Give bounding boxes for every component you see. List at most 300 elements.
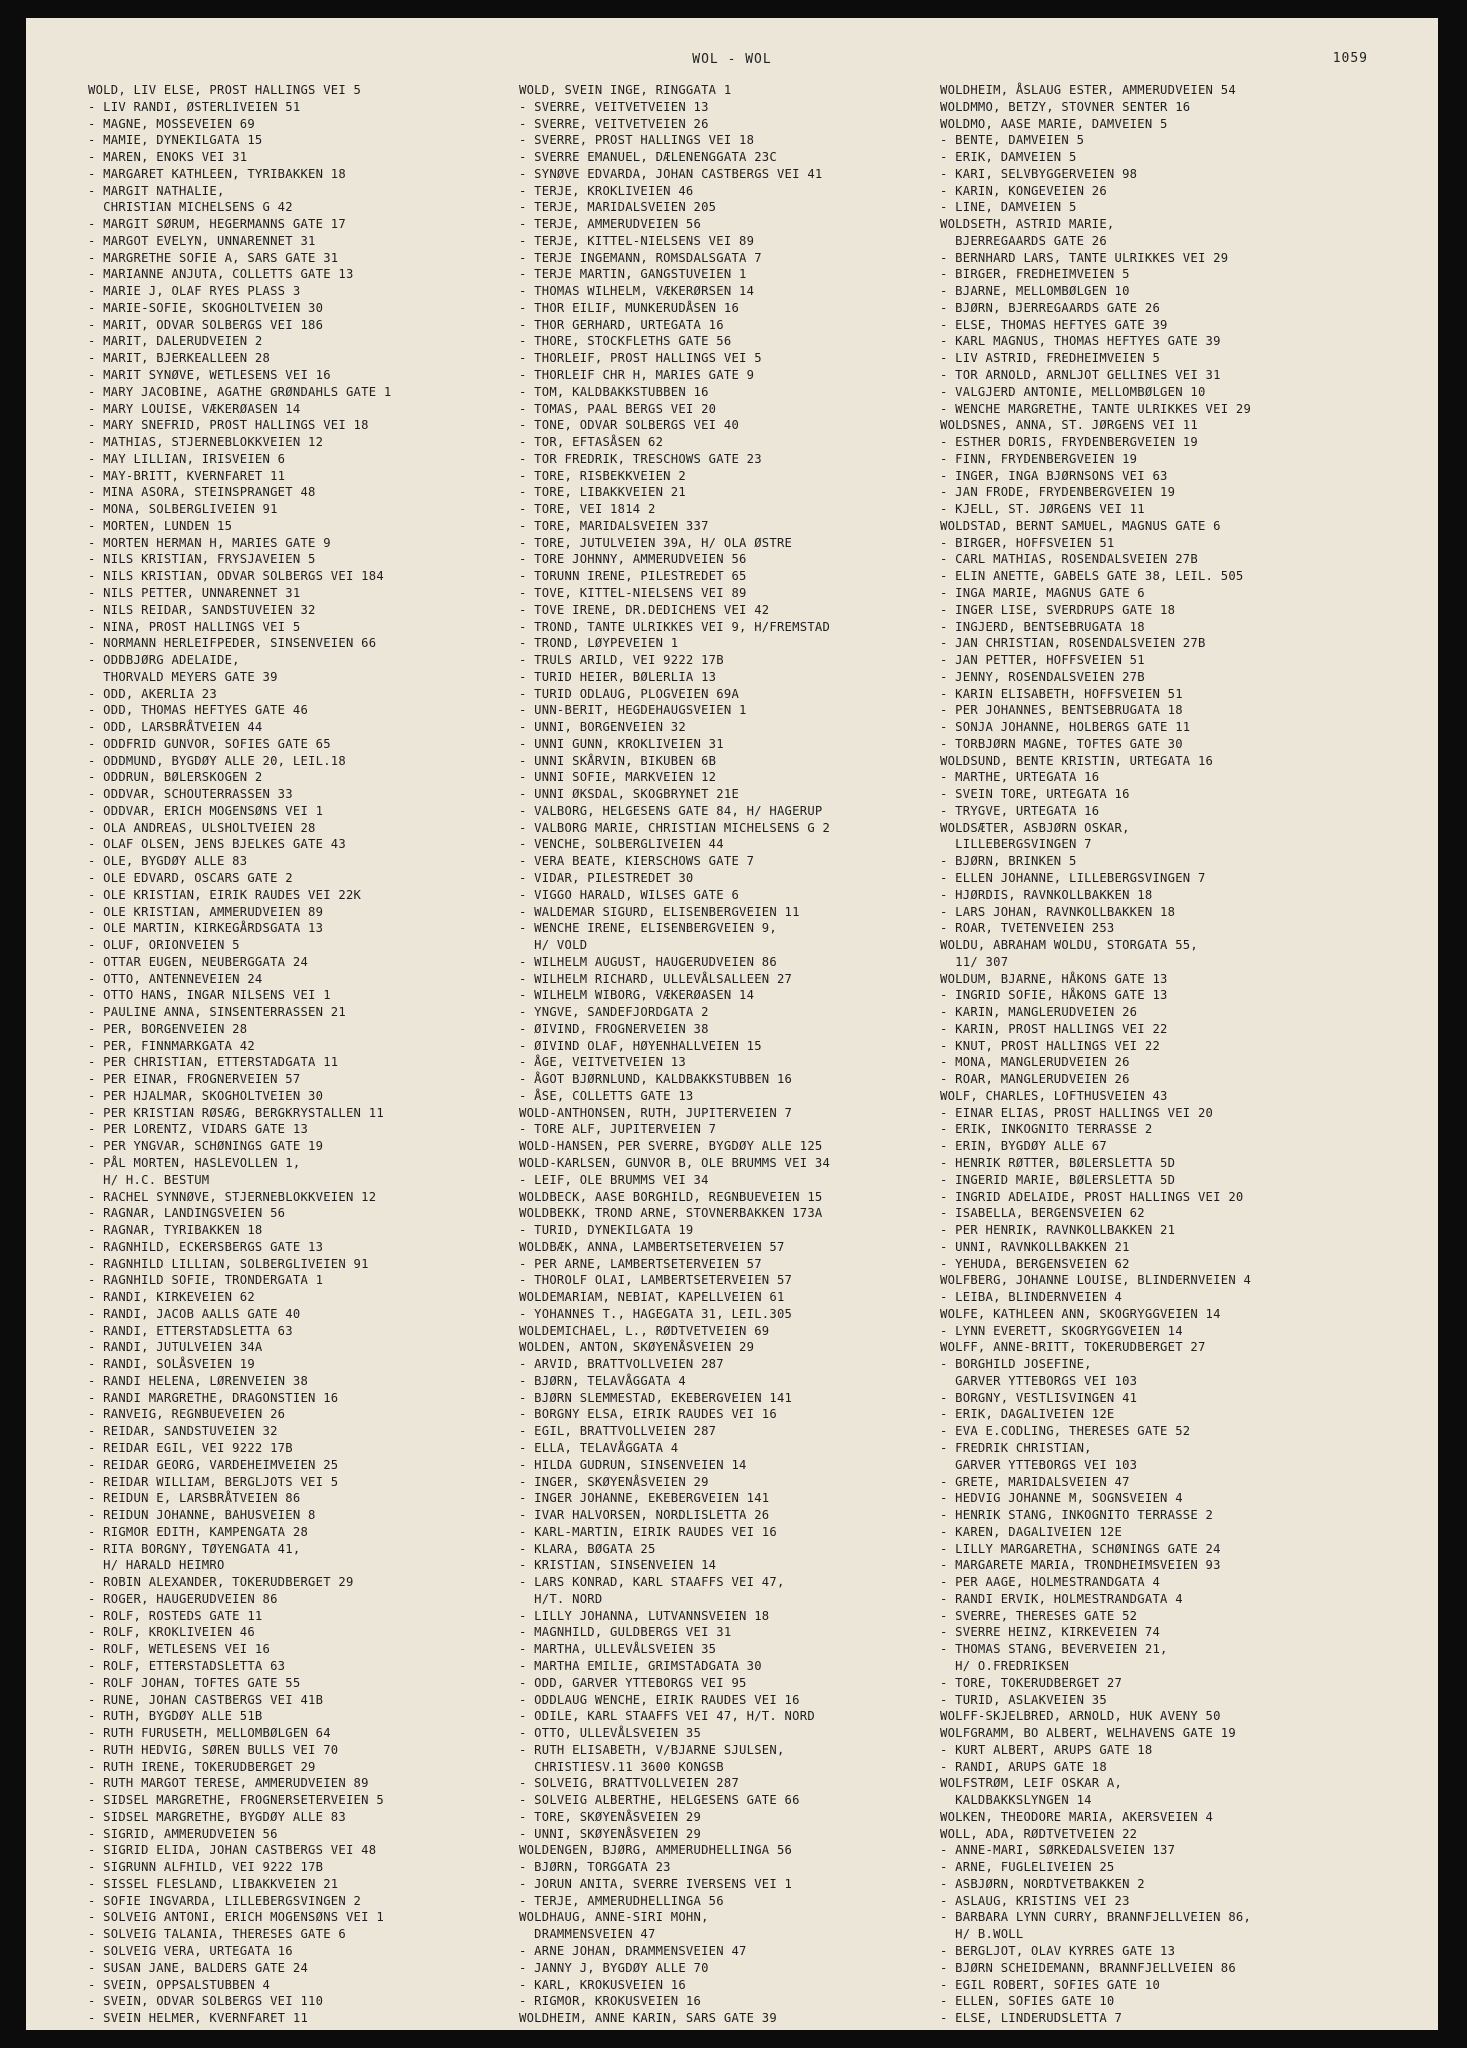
directory-entry: - SVEIN, OPPSALSTUBBEN 4 bbox=[88, 1977, 271, 1992]
directory-entry: - TORE, SKØYENÅSVEIEN 29 bbox=[519, 1809, 702, 1824]
directory-entry: - PER HENRIK, RAVNKOLLBAKKEN 21 bbox=[940, 1223, 1176, 1238]
directory-entry: - KARL-MARTIN, EIRIK RAUDES VEI 16 bbox=[519, 1524, 777, 1539]
directory-entry: THORVALD MEYERS GATE 39 bbox=[88, 669, 278, 684]
directory-entry: - RAGNAR, LANDINGSVEIEN 56 bbox=[88, 1206, 286, 1221]
directory-entry: - ODDBJØRG ADELAIDE, bbox=[88, 653, 240, 668]
directory-entry: - JAN PETTER, HOFFSVEIEN 51 bbox=[940, 653, 1145, 668]
directory-entry: - RANDI MARGRETHE, DRAGONSTIEN 16 bbox=[88, 1390, 339, 1405]
directory-entry: - JAN FRODE, FRYDENBERGVEIEN 19 bbox=[940, 485, 1176, 500]
directory-entry: - ODD, AKERLIA 23 bbox=[88, 686, 217, 701]
directory-entry: - VIDAR, PILESTREDET 30 bbox=[519, 870, 694, 885]
listing-column-1 bbox=[88, 82, 516, 2027]
directory-entry: - BJØRN, TORGGATA 23 bbox=[519, 1860, 671, 1875]
directory-entry: - IVAR HALVORSEN, NORDLISLETTA 26 bbox=[519, 1508, 770, 1523]
directory-entry: - LILLY JOHANNA, LUTVANNSVEIEN 18 bbox=[519, 1608, 770, 1623]
directory-entry: - HILDA GUDRUN, SINSENVEIEN 14 bbox=[519, 1457, 747, 1472]
directory-entry: - ODD, GARVER YTTEBORGS VEI 95 bbox=[519, 1675, 747, 1690]
directory-entry: - ROAR, TVETENVEIEN 253 bbox=[940, 921, 1115, 936]
directory-entry: - TORE, MARIDALSVEIEN 337 bbox=[519, 518, 709, 533]
directory-entry: - ARNE, FUGLELIVEIEN 25 bbox=[940, 1860, 1115, 1875]
directory-entry: - OTTO HANS, INGAR NILSENS VEI 1 bbox=[88, 988, 331, 1003]
directory-entry: - ÅSE, COLLETTS GATE 13 bbox=[519, 1088, 694, 1103]
directory-entry: - NILS KRISTIAN, ODVAR SOLBERGS VEI 184 bbox=[88, 569, 384, 584]
directory-entry: - PÅL MORTEN, HASLEVOLLEN 1, bbox=[88, 1156, 301, 1170]
directory-entry: - EINAR ELIAS, PROST HALLINGS VEI 20 bbox=[940, 1105, 1214, 1120]
directory-entry: - KARIN, KONGEVEIEN 26 bbox=[940, 183, 1107, 198]
directory-entry: - SIGRID ELIDA, JOHAN CASTBERGS VEI 48 bbox=[88, 1843, 377, 1858]
directory-entry: - MARTHE, URTEGATA 16 bbox=[940, 770, 1100, 785]
directory-entry: - LARS KONRAD, KARL STAAFFS VEI 47, bbox=[519, 1575, 785, 1590]
directory-entry: - RITA BORGNY, TØYENGATA 41, bbox=[88, 1541, 301, 1556]
directory-entry: - TURID, DYNEKILGATA 19 bbox=[519, 1223, 694, 1238]
directory-entry: WOLDU, ABRAHAM WOLDU, STORGATA 55, bbox=[940, 938, 1198, 953]
directory-entry: - THORE, STOCKFLETHS GATE 56 bbox=[519, 334, 732, 349]
directory-entry: WOLDBEKK, TROND ARNE, STOVNERBAKKEN 173A bbox=[519, 1206, 823, 1221]
directory-entry: WOLFF, ANNE-BRITT, TOKERUDBERGET 27 bbox=[940, 1340, 1206, 1355]
directory-entry: - REIDAR EGIL, VEI 9222 17B bbox=[88, 1441, 293, 1456]
directory-entry: - INGJERD, BENTSEBRUGATA 18 bbox=[940, 619, 1145, 634]
directory-entry: - OTTO, ULLEVÅLSVEIEN 35 bbox=[519, 1726, 702, 1741]
directory-entry: WOLDHAUG, ANNE-SIRI MOHN, bbox=[519, 1910, 709, 1925]
directory-entry: - ÅGOT BJØRNLUND, KALDBAKKSTUBBEN 16 bbox=[519, 1072, 793, 1087]
directory-entry: - TROND, TANTE ULRIKKES VEI 9, H/FREMSTAD bbox=[519, 619, 831, 634]
directory-entry: - MARIT, BJERKEALLEEN 28 bbox=[88, 351, 271, 366]
directory-entry: WOLDMO, AASE MARIE, DAMVEIEN 5 bbox=[940, 116, 1168, 131]
directory-entry: - OLUF, ORIONVEIEN 5 bbox=[88, 938, 240, 953]
directory-entry: - JAN CHRISTIAN, ROSENDALSVEIEN 27B bbox=[940, 636, 1206, 651]
directory-entry: - ASLAUG, KRISTINS VEI 23 bbox=[940, 1893, 1130, 1908]
page-number: 1059 bbox=[1332, 51, 1368, 66]
directory-entry: GARVER YTTEBORGS VEI 103 bbox=[940, 1457, 1138, 1472]
directory-entry: - SVERRE, VEITVETVEIEN 26 bbox=[519, 116, 709, 131]
directory-entry: H/ HARALD HEIMRO bbox=[88, 1558, 225, 1573]
directory-entry: - LEIBA, BLINDERNVEIEN 4 bbox=[940, 1290, 1123, 1305]
directory-entry: - UNNI, RAVNKOLLBAKKEN 21 bbox=[940, 1239, 1130, 1254]
directory-entry: WOLD-KARLSEN, GUNVOR B, OLE BRUMMS VEI 34 bbox=[519, 1156, 831, 1170]
directory-entry: - MORTEN, LUNDEN 15 bbox=[88, 518, 233, 533]
directory-entry: - PER EINAR, FROGNERVEIEN 57 bbox=[88, 1072, 301, 1087]
directory-entry: GARVER YTTEBORGS VEI 103 bbox=[940, 1373, 1138, 1388]
directory-entry: CHRISTIESV.11 3600 KONGSB bbox=[519, 1759, 724, 1774]
directory-entry: - WILHELM AUGUST, HAUGERUDVEIEN 86 bbox=[519, 954, 777, 969]
directory-entry: - SOLVEIG ANTONI, ERICH MOGENSØNS VEI 1 bbox=[88, 1910, 384, 1925]
directory-entry: - VERA BEATE, KIERSCHOWS GATE 7 bbox=[519, 854, 755, 869]
directory-entry: - TOVE, KITTEL-NIELSENS VEI 89 bbox=[519, 585, 747, 600]
directory-entry: WOLKEN, THEODORE MARIA, AKERSVEIEN 4 bbox=[940, 1809, 1214, 1824]
directory-entry: - ELLA, TELAVÅGGATA 4 bbox=[519, 1441, 679, 1456]
directory-entry: - TOVE IRENE, DR.DEDICHENS VEI 42 bbox=[519, 602, 770, 617]
directory-entry: - EVA E.CODLING, THERESES GATE 52 bbox=[940, 1424, 1191, 1439]
directory-entry: - KNUT, PROST HALLINGS VEI 22 bbox=[940, 1038, 1161, 1053]
directory-entry: - VALBORG, HELGESENS GATE 84, H/ HAGERUP bbox=[519, 803, 823, 818]
directory-entry: - ÅGE, VEITVETVEIEN 13 bbox=[519, 1055, 686, 1070]
directory-entry: WOLDUM, BJARNE, HÅKONS GATE 13 bbox=[940, 971, 1168, 986]
directory-entry: - LYNN EVERETT, SKOGRYGGVEIEN 14 bbox=[940, 1323, 1183, 1338]
directory-entry: - SONJA JOHANNE, HOLBERGS GATE 11 bbox=[940, 720, 1191, 735]
directory-entry: - SOFIE INGVARDA, LILLEBERGSVINGEN 2 bbox=[88, 1893, 362, 1908]
directory-entry: - ØIVIND, FROGNERVEIEN 38 bbox=[519, 1021, 709, 1036]
directory-entry: - MAGNE, MOSSEVEIEN 69 bbox=[88, 116, 255, 131]
directory-entry: WOLD-ANTHONSEN, RUTH, JUPITERVEIEN 7 bbox=[519, 1105, 793, 1120]
directory-entry: - MARGRETHE SOFIE A, SARS GATE 31 bbox=[88, 250, 339, 265]
directory-entry: - GRETE, MARIDALSVEIEN 47 bbox=[940, 1474, 1130, 1489]
directory-entry: - SOLVEIG, BRATTVOLLVEIEN 287 bbox=[519, 1776, 740, 1791]
directory-entry: - MARIT, DALERUDVEIEN 2 bbox=[88, 334, 263, 349]
directory-entry: - ROLF, WETLESENS VEI 16 bbox=[88, 1642, 271, 1657]
directory-entry: - SOLVEIG ALBERTHE, HELGESENS GATE 66 bbox=[519, 1793, 800, 1808]
directory-entry: KALDBAKKSLYNGEN 14 bbox=[940, 1793, 1092, 1808]
directory-entry: - BENTE, DAMVEIEN 5 bbox=[940, 133, 1085, 148]
directory-entry: WOLFBERG, JOHANNE LOUISE, BLINDERNVEIEN 4 bbox=[940, 1273, 1252, 1288]
directory-entry: - SVEIN HELMER, KVERNFARET 11 bbox=[88, 2011, 309, 2026]
directory-entry: WOLFF-SKJELBRED, ARNOLD, HUK AVENY 50 bbox=[940, 1709, 1221, 1724]
directory-entry: - TURID ODLAUG, PLOGVEIEN 69A bbox=[519, 686, 740, 701]
directory-entry: - UNN-BERIT, HEGDEHAUGSVEIEN 1 bbox=[519, 703, 747, 718]
directory-entry: - OLE, BYGDØY ALLE 83 bbox=[88, 854, 248, 869]
directory-entry: - CARL MATHIAS, ROSENDALSVEIEN 27B bbox=[940, 552, 1198, 567]
directory-entry: DRAMMENSVEIEN 47 bbox=[519, 1927, 656, 1942]
directory-entry: WOLL, ADA, RØDTVETVEIEN 22 bbox=[940, 1826, 1138, 1841]
directory-entry: - SVEIN, ODVAR SOLBERGS VEI 110 bbox=[88, 1994, 324, 2009]
directory-entry: - MARY JACOBINE, AGATHE GRØNDAHLS GATE 1 bbox=[88, 384, 392, 399]
directory-entry: - SVERRE HEINZ, KIRKEVEIEN 74 bbox=[940, 1625, 1161, 1640]
directory-entry: H/ VOLD bbox=[519, 938, 588, 953]
directory-entry: WOLFE, KATHLEEN ANN, SKOGRYGGVEIEN 14 bbox=[940, 1306, 1221, 1321]
directory-entry: H/ H.C. BESTUM bbox=[88, 1172, 210, 1187]
directory-entry: - BJARNE, MELLOMBØLGEN 10 bbox=[940, 284, 1130, 299]
directory-entry: - NILS PETTER, UNNARENNET 31 bbox=[88, 585, 301, 600]
directory-entry: - RANDI ERVIK, HOLMESTRANDGATA 4 bbox=[940, 1591, 1183, 1606]
directory-entry: - FINN, FRYDENBERGVEIEN 19 bbox=[940, 451, 1138, 466]
directory-entry: - ANNE-MARI, SØRKEDALSVEIEN 137 bbox=[940, 1843, 1176, 1858]
directory-entry: - PER LORENTZ, VIDARS GATE 13 bbox=[88, 1122, 309, 1137]
directory-entry: - FREDRIK CHRISTIAN, bbox=[940, 1441, 1092, 1456]
directory-entry: - ODILE, KARL STAAFFS VEI 47, H/T. NORD bbox=[519, 1709, 815, 1724]
directory-entry: - RAGNHILD SOFIE, TRONDERGATA 1 bbox=[88, 1273, 324, 1288]
directory-entry: - UNNI GUNN, KROKLIVEIEN 31 bbox=[519, 736, 724, 751]
directory-entry: - SVERRE, PROST HALLINGS VEI 18 bbox=[519, 133, 755, 148]
directory-entry: - TURID HEIER, BØLERLIA 13 bbox=[519, 669, 717, 684]
directory-entry: - RUTH MARGOT TERESE, AMMERUDVEIEN 89 bbox=[88, 1776, 369, 1791]
directory-entry: - UNNI, SKØYENÅSVEIEN 29 bbox=[519, 1826, 702, 1841]
directory-entry: - MARIE-SOFIE, SKOGHOLTVEIEN 30 bbox=[88, 300, 324, 315]
directory-entry: - MAREN, ENOKS VEI 31 bbox=[88, 150, 248, 165]
directory-entry: H/T. NORD bbox=[519, 1591, 603, 1606]
running-header: WOL - WOL bbox=[692, 52, 772, 67]
directory-entry: - TORUNN IRENE, PILESTREDET 65 bbox=[519, 569, 747, 584]
directory-entry: - HENRIK STANG, INKOGNITO TERRASSE 2 bbox=[940, 1508, 1214, 1523]
directory-entry: - HENRIK RØTTER, BØLERSLETTA 5D bbox=[940, 1156, 1176, 1170]
directory-entry: - ROLF, KROKLIVEIEN 46 bbox=[88, 1625, 255, 1640]
directory-entry: - PER HJALMAR, SKOGHOLTVEIEN 30 bbox=[88, 1088, 324, 1103]
directory-entry: - MARY LOUISE, VÆKERØASEN 14 bbox=[88, 401, 301, 416]
directory-entry: - LINE, DAMVEIEN 5 bbox=[940, 200, 1077, 215]
directory-entry: - WENCHE IRENE, ELISENBERGVEIEN 9, bbox=[519, 921, 777, 936]
directory-entry: - SIDSEL MARGRETHE, BYGDØY ALLE 83 bbox=[88, 1809, 346, 1824]
directory-entry: - RUTH IRENE, TOKERUDBERGET 29 bbox=[88, 1759, 316, 1774]
directory-entry: - THOMAS WILHELM, VÆKERØRSEN 14 bbox=[519, 284, 755, 299]
directory-entry: - OTTO, ANTENNEVEIEN 24 bbox=[88, 971, 263, 986]
directory-entry: - RUTH HEDVIG, SØREN BULLS VEI 70 bbox=[88, 1742, 339, 1757]
directory-page bbox=[26, 18, 1438, 2030]
directory-entry: - ELLEN JOHANNE, LILLEBERGSVINGEN 7 bbox=[940, 870, 1206, 885]
directory-entry: - INGER, INGA BJØRNSONS VEI 63 bbox=[940, 468, 1168, 483]
directory-entry: WOLDENGEN, BJØRG, AMMERUDHELLINGA 56 bbox=[519, 1843, 793, 1858]
directory-entry: - TERJE, MARIDALSVEIEN 205 bbox=[519, 200, 717, 215]
directory-entry: - BJØRN SLEMMESTAD, EKEBERGVEIEN 141 bbox=[519, 1390, 793, 1405]
directory-entry: - MAGNHILD, GULDBERGS VEI 31 bbox=[519, 1625, 732, 1640]
directory-entry: WOLDSÆTER, ASBJØRN OSKAR, bbox=[940, 820, 1130, 835]
directory-entry: - TOR ARNOLD, ARNLJOT GELLINES VEI 31 bbox=[940, 368, 1221, 383]
directory-entry: - REIDAR, SANDSTUVEIEN 32 bbox=[88, 1424, 278, 1439]
directory-entry: - VALBORG MARIE, CHRISTIAN MICHELSENS G 2 bbox=[519, 820, 831, 835]
directory-entry: - MARIE J, OLAF RYES PLASS 3 bbox=[88, 284, 301, 299]
directory-entry: - RUTH FURUSETH, MELLOMBØLGEN 64 bbox=[88, 1726, 331, 1741]
directory-entry: - KARIN, MANGLERUDVEIEN 26 bbox=[940, 1005, 1138, 1020]
directory-entry: - PER YNGVAR, SCHØNINGS GATE 19 bbox=[88, 1139, 324, 1154]
directory-entry: - LIV RANDI, ØSTERLIVEIEN 51 bbox=[88, 99, 301, 114]
directory-entry: - RANDI, JACOB AALLS GATE 40 bbox=[88, 1306, 301, 1321]
directory-entry: - SVERRE, THERESES GATE 52 bbox=[940, 1608, 1138, 1623]
listing-column-2 bbox=[519, 82, 947, 2027]
directory-entry: - OLE KRISTIAN, AMMERUDVEIEN 89 bbox=[88, 904, 324, 919]
directory-entry: - THOR EILIF, MUNKERUDÅSEN 16 bbox=[519, 300, 740, 315]
directory-entry: - TORE, RISBEKKVEIEN 2 bbox=[519, 468, 686, 483]
directory-entry: - TERJE, AMMERUDVEIEN 56 bbox=[519, 217, 702, 232]
directory-entry: - KLARA, BØGATA 25 bbox=[519, 1541, 656, 1556]
directory-entry: WOLDEMICHAEL, L., RØDTVETVEIEN 69 bbox=[519, 1323, 770, 1338]
directory-entry: - UNNI SKÅRVIN, BIKUBEN 6B bbox=[519, 753, 717, 768]
directory-entry: - ODD, LARSBRÅTVEIEN 44 bbox=[88, 720, 263, 735]
directory-entry: - LILLY MARGARETHA, SCHØNINGS GATE 24 bbox=[940, 1541, 1221, 1556]
directory-entry: - EGIL, BRATTVOLLVEIEN 287 bbox=[519, 1424, 717, 1439]
directory-entry: BJERREGAARDS GATE 26 bbox=[940, 233, 1107, 248]
directory-entry: - PER JOHANNES, BENTSEBRUGATA 18 bbox=[940, 703, 1183, 718]
directory-entry: - TERJE, AMMERUDHELLINGA 56 bbox=[519, 1893, 724, 1908]
directory-entry: - ERIN, BYGDØY ALLE 67 bbox=[940, 1139, 1107, 1154]
directory-entry: - RUTH, BYGDØY ALLE 51B bbox=[88, 1709, 263, 1724]
directory-entry: - VIGGO HARALD, WILSES GATE 6 bbox=[519, 887, 740, 902]
directory-entry: - BORGNY ELSA, EIRIK RAUDES VEI 16 bbox=[519, 1407, 777, 1422]
directory-entry: - ODD, THOMAS HEFTYES GATE 46 bbox=[88, 703, 309, 718]
directory-entry: - LARS JOHAN, RAVNKOLLBAKKEN 18 bbox=[940, 904, 1176, 919]
directory-entry: - RANDI HELENA, LØRENVEIEN 38 bbox=[88, 1373, 309, 1388]
directory-entry: - TOMAS, PAAL BERGS VEI 20 bbox=[519, 401, 717, 416]
directory-entry: - ELSE, THOMAS HEFTYES GATE 39 bbox=[940, 317, 1168, 332]
directory-entry: - PER ARNE, LAMBERTSETERVEIEN 57 bbox=[519, 1256, 762, 1271]
directory-entry: - PER AAGE, HOLMESTRANDGATA 4 bbox=[940, 1575, 1161, 1590]
directory-entry: - MARTHA, ULLEVÅLSVEIEN 35 bbox=[519, 1642, 717, 1657]
directory-entry: - ERIK, INKOGNITO TERRASSE 2 bbox=[940, 1122, 1153, 1137]
directory-entry: - VENCHE, SOLBERGLIVEIEN 44 bbox=[519, 837, 724, 852]
directory-entry: - ØIVIND OLAF, HØYENHALLVEIEN 15 bbox=[519, 1038, 762, 1053]
directory-entry: - VALGJERD ANTONIE, MELLOMBØLGEN 10 bbox=[940, 384, 1206, 399]
directory-entry: - MAY LILLIAN, IRISVEIEN 6 bbox=[88, 451, 286, 466]
directory-entry: WOLDHEIM, ANNE KARIN, SARS GATE 39 bbox=[519, 2011, 777, 2026]
directory-entry: - NILS REIDAR, SANDSTUVEIEN 32 bbox=[88, 602, 316, 617]
directory-entry: - KAREN, DAGALIVEIEN 12E bbox=[940, 1524, 1123, 1539]
directory-entry: - THORLEIF, PROST HALLINGS VEI 5 bbox=[519, 351, 762, 366]
directory-entry: - RANDI, KIRKEVEIEN 62 bbox=[88, 1290, 255, 1305]
directory-entry: - SOLVEIG TALANIA, THERESES GATE 6 bbox=[88, 1927, 346, 1942]
directory-entry: - TRULS ARILD, VEI 9222 17B bbox=[519, 653, 724, 668]
directory-entry: - TORE, JUTULVEIEN 39A, H/ OLA ØSTRE bbox=[519, 535, 793, 550]
directory-entry: - ODDLAUG WENCHE, EIRIK RAUDES VEI 16 bbox=[519, 1692, 800, 1707]
directory-entry: - INGRID SOFIE, HÅKONS GATE 13 bbox=[940, 988, 1168, 1003]
directory-entry: - ARVID, BRATTVOLLVEIEN 287 bbox=[519, 1357, 724, 1372]
directory-entry: - RANDI, ETTERSTADSLETTA 63 bbox=[88, 1323, 293, 1338]
directory-entry: - TORE ALF, JUPITERVEIEN 7 bbox=[519, 1122, 717, 1137]
directory-entry: - RAGNHILD, ECKERSBERGS GATE 13 bbox=[88, 1239, 324, 1254]
directory-entry: - TORE, VEI 1814 2 bbox=[519, 502, 656, 517]
directory-entry: WOLDSUND, BENTE KRISTIN, URTEGATA 16 bbox=[940, 753, 1214, 768]
directory-entry: - PER CHRISTIAN, ETTERSTADGATA 11 bbox=[88, 1055, 339, 1070]
directory-entry: - PER, BORGENVEIEN 28 bbox=[88, 1021, 248, 1036]
directory-entry: - ODDRUN, BØLERSKOGEN 2 bbox=[88, 770, 263, 785]
directory-entry: - ASBJØRN, NORDTVETBAKKEN 2 bbox=[940, 1876, 1145, 1891]
directory-entry: - ODDMUND, BYGDØY ALLE 20, LEIL.18 bbox=[88, 753, 346, 768]
directory-entry: - WENCHE MARGRETHE, TANTE ULRIKKES VEI 29 bbox=[940, 401, 1252, 416]
directory-entry: - SVEIN TORE, URTEGATA 16 bbox=[940, 787, 1130, 802]
directory-entry: - OLE MARTIN, KIRKEGÅRDSGATA 13 bbox=[88, 921, 324, 936]
directory-entry: - MARGIT SØRUM, HEGERMANNS GATE 17 bbox=[88, 217, 346, 232]
directory-entry: - ERIK, DAMVEIEN 5 bbox=[940, 150, 1077, 165]
directory-entry: WOLDSETH, ASTRID MARIE, bbox=[940, 217, 1115, 232]
directory-entry: - BORGHILD JOSEFINE, bbox=[940, 1357, 1092, 1372]
directory-entry: WOLD, LIV ELSE, PROST HALLINGS VEI 5 bbox=[88, 83, 362, 97]
directory-entry: - UNNI SOFIE, MARKVEIEN 12 bbox=[519, 770, 717, 785]
directory-entry: - BJØRN SCHEIDEMANN, BRANNFJELLVEIEN 86 bbox=[940, 1960, 1236, 1975]
directory-entry: - BERGLJOT, OLAV KYRRES GATE 13 bbox=[940, 1943, 1176, 1958]
directory-entry: - ROLF, ETTERSTADSLETTA 63 bbox=[88, 1658, 286, 1673]
directory-entry: - MARTHA EMILIE, GRIMSTADGATA 30 bbox=[519, 1658, 762, 1673]
directory-entry: - MARGARETE MARIA, TRONDHEIMSVEIEN 93 bbox=[940, 1558, 1221, 1573]
directory-entry: 11/ 307 bbox=[940, 954, 1009, 969]
directory-entry: - ISABELLA, BERGENSVEIEN 62 bbox=[940, 1206, 1145, 1221]
directory-entry: - SVERRE EMANUEL, DÆLENENGGATA 23C bbox=[519, 150, 777, 165]
directory-entry: - TOM, KALDBAKKSTUBBEN 16 bbox=[519, 384, 709, 399]
directory-entry: - BORGNY, VESTLISVINGEN 41 bbox=[940, 1390, 1138, 1405]
directory-entry: - MARIT, ODVAR SOLBERGS VEI 186 bbox=[88, 317, 324, 332]
directory-entry: - ODDVAR, ERICH MOGENSØNS VEI 1 bbox=[88, 803, 324, 818]
listing-column-3 bbox=[940, 82, 1400, 2027]
directory-entry: - RIGMOR EDITH, KAMPENGATA 28 bbox=[88, 1524, 309, 1539]
directory-entry: - UNNI ØKSDAL, SKOGBRYNET 21E bbox=[519, 787, 740, 802]
directory-entry: - RANDI, JUTULVEIEN 34A bbox=[88, 1340, 263, 1355]
directory-entry: - BIRGER, HOFFSVEIEN 51 bbox=[940, 535, 1115, 550]
directory-entry: - MINA ASORA, STEINSPRANGET 48 bbox=[88, 485, 316, 500]
directory-entry: - OLE EDVARD, OSCARS GATE 2 bbox=[88, 870, 293, 885]
directory-entry: - KARIN ELISABETH, HOFFSVEIEN 51 bbox=[940, 686, 1183, 701]
directory-entry: - BIRGER, FREDHEIMVEIEN 5 bbox=[940, 267, 1130, 282]
directory-entry: - KARL, KROKUSVEIEN 16 bbox=[519, 1977, 686, 1992]
directory-entry: - NORMANN HERLEIFPEDER, SINSENVEIEN 66 bbox=[88, 636, 377, 651]
directory-entry: - LEIF, OLE BRUMMS VEI 34 bbox=[519, 1172, 709, 1187]
directory-entry: - KARL MAGNUS, THOMAS HEFTYES GATE 39 bbox=[940, 334, 1221, 349]
directory-entry: - REIDAR GEORG, VARDEHEIMVEIEN 25 bbox=[88, 1457, 339, 1472]
directory-entry: H/ O.FREDRIKSEN bbox=[940, 1658, 1069, 1673]
directory-entry: - ELLEN, SOFIES GATE 10 bbox=[940, 1994, 1115, 2009]
directory-entry: WOLDBÆK, ANNA, LAMBERTSETERVEIEN 57 bbox=[519, 1239, 785, 1254]
directory-entry: WOLDMMO, BETZY, STOVNER SENTER 16 bbox=[940, 99, 1191, 114]
directory-entry: - INGER LISE, SVERDRUPS GATE 18 bbox=[940, 602, 1176, 617]
directory-entry: - WILHELM WIBORG, VÆKERØASEN 14 bbox=[519, 988, 755, 1003]
directory-entry: - TOR FREDRIK, TRESCHOWS GATE 23 bbox=[519, 451, 762, 466]
directory-entry: - KARI, SELVBYGGERVEIEN 98 bbox=[940, 166, 1138, 181]
directory-entry: WOLDSTAD, BERNT SAMUEL, MAGNUS GATE 6 bbox=[940, 518, 1221, 533]
directory-entry: - BJØRN, TELAVÅGGATA 4 bbox=[519, 1373, 686, 1388]
directory-entry: - EGIL ROBERT, SOFIES GATE 10 bbox=[940, 1977, 1161, 1992]
directory-entry: - TROND, LØYPEVEIEN 1 bbox=[519, 636, 679, 651]
directory-entry: - RAGNAR, TYRIBAKKEN 18 bbox=[88, 1223, 263, 1238]
directory-entry: CHRISTIAN MICHELSENS G 42 bbox=[88, 200, 293, 215]
directory-entry: - THORLEIF CHR H, MARIES GATE 9 bbox=[519, 368, 755, 383]
directory-entry: - SIGRUNN ALFHILD, VEI 9222 17B bbox=[88, 1860, 324, 1875]
directory-entry: - INGERID MARIE, BØLERSLETTA 5D bbox=[940, 1172, 1176, 1187]
directory-entry: - MARIT SYNØVE, WETLESENS VEI 16 bbox=[88, 368, 331, 383]
directory-entry: - RAGNHILD LILLIAN, SOLBERGLIVEIEN 91 bbox=[88, 1256, 369, 1271]
directory-entry: WOLFSTRØM, LEIF OSKAR A, bbox=[940, 1776, 1123, 1791]
directory-entry: - THOROLF OLAI, LAMBERTSETERVEIEN 57 bbox=[519, 1273, 793, 1288]
directory-entry: - MONA, MANGLERUDVEIEN 26 bbox=[940, 1055, 1130, 1070]
directory-entry: - TOR, EFTASÅSEN 62 bbox=[519, 435, 664, 450]
directory-entry: - SUSAN JANE, BALDERS GATE 24 bbox=[88, 1960, 309, 1975]
directory-entry: H/ B.WOLL bbox=[940, 1927, 1024, 1942]
directory-entry: - OLE KRISTIAN, EIRIK RAUDES VEI 22K bbox=[88, 887, 362, 902]
directory-entry: - MARIANNE ANJUTA, COLLETTS GATE 13 bbox=[88, 267, 354, 282]
directory-entry: - ROLF, ROSTEDS GATE 11 bbox=[88, 1608, 263, 1623]
directory-entry: WOLF, CHARLES, LOFTHUSVEIEN 43 bbox=[940, 1088, 1168, 1103]
directory-entry: - BARBARA LYNN CURRY, BRANNFJELLVEIEN 86, bbox=[940, 1910, 1252, 1925]
directory-entry: - RANDI, ARUPS GATE 18 bbox=[940, 1759, 1107, 1774]
directory-entry: - INGER JOHANNE, EKEBERGVEIEN 141 bbox=[519, 1491, 770, 1506]
directory-entry: - TERJE, KROKLIVEIEN 46 bbox=[519, 183, 694, 198]
directory-entry: - PER KRISTIAN RØSÆG, BERGKRYSTALLEN 11 bbox=[88, 1105, 384, 1120]
directory-entry: - KURT ALBERT, ARUPS GATE 18 bbox=[940, 1742, 1153, 1757]
directory-entry: - SISSEL FLESLAND, LIBAKKVEIEN 21 bbox=[88, 1876, 339, 1891]
directory-entry: - SIGRID, AMMERUDVEIEN 56 bbox=[88, 1826, 278, 1841]
directory-entry: - OTTAR EUGEN, NEUBERGGATA 24 bbox=[88, 954, 309, 969]
directory-entry: - TERJE MARTIN, GANGSTUVEIEN 1 bbox=[519, 267, 747, 282]
directory-entry: - KARIN, PROST HALLINGS VEI 22 bbox=[940, 1021, 1168, 1036]
directory-entry: - OLA ANDREAS, ULSHOLTVEIEN 28 bbox=[88, 820, 316, 835]
directory-entry: - ERIK, DAGALIVEIEN 12E bbox=[940, 1407, 1115, 1422]
directory-entry: - TORE JOHNNY, AMMERUDVEIEN 56 bbox=[519, 552, 747, 567]
directory-entry: - REIDUN JOHANNE, BAHUSVEIEN 8 bbox=[88, 1508, 316, 1523]
directory-entry: WOLDBECK, AASE BORGHILD, REGNBUEVEIEN 15 bbox=[519, 1189, 823, 1204]
directory-entry: - THOMAS STANG, BEVERVEIEN 21, bbox=[940, 1642, 1168, 1657]
directory-entry: - MARY SNEFRID, PROST HALLINGS VEI 18 bbox=[88, 418, 369, 433]
directory-entry: - ELIN ANETTE, GABELS GATE 38, LEIL. 505 bbox=[940, 569, 1244, 584]
directory-entry: LILLEBERGSVINGEN 7 bbox=[940, 837, 1092, 852]
directory-entry: - BERNHARD LARS, TANTE ULRIKKES VEI 29 bbox=[940, 250, 1229, 265]
directory-entry: - ROBIN ALEXANDER, TOKERUDBERGET 29 bbox=[88, 1575, 354, 1590]
directory-entry: - INGA MARIE, MAGNUS GATE 6 bbox=[940, 585, 1145, 600]
directory-entry: - TONE, ODVAR SOLBERGS VEI 40 bbox=[519, 418, 740, 433]
directory-entry: - RANDI, SOLÅSVEIEN 19 bbox=[88, 1357, 255, 1372]
directory-entry: - JENNY, ROSENDALSVEIEN 27B bbox=[940, 669, 1145, 684]
directory-entry: - RIGMOR, KROKUSVEIEN 16 bbox=[519, 1994, 702, 2009]
directory-entry: WOLDEMARIAM, NEBIAT, KAPELLVEIEN 61 bbox=[519, 1290, 785, 1305]
directory-entry: - REIDUN E, LARSBRÅTVEIEN 86 bbox=[88, 1491, 301, 1506]
directory-entry: - MARGOT EVELYN, UNNARENNET 31 bbox=[88, 233, 316, 248]
directory-entry: - UNNI, BORGENVEIEN 32 bbox=[519, 720, 686, 735]
directory-entry: - INGRID ADELAIDE, PROST HALLINGS VEI 20 bbox=[940, 1189, 1244, 1204]
directory-entry: WOLD, SVEIN INGE, RINGGATA 1 bbox=[519, 83, 732, 97]
directory-entry: - WALDEMAR SIGURD, ELISENBERGVEIEN 11 bbox=[519, 904, 800, 919]
directory-entry: - THOR GERHARD, URTEGATA 16 bbox=[519, 317, 724, 332]
directory-entry: - WILHELM RICHARD, ULLEVÅLSALLEEN 27 bbox=[519, 971, 793, 986]
